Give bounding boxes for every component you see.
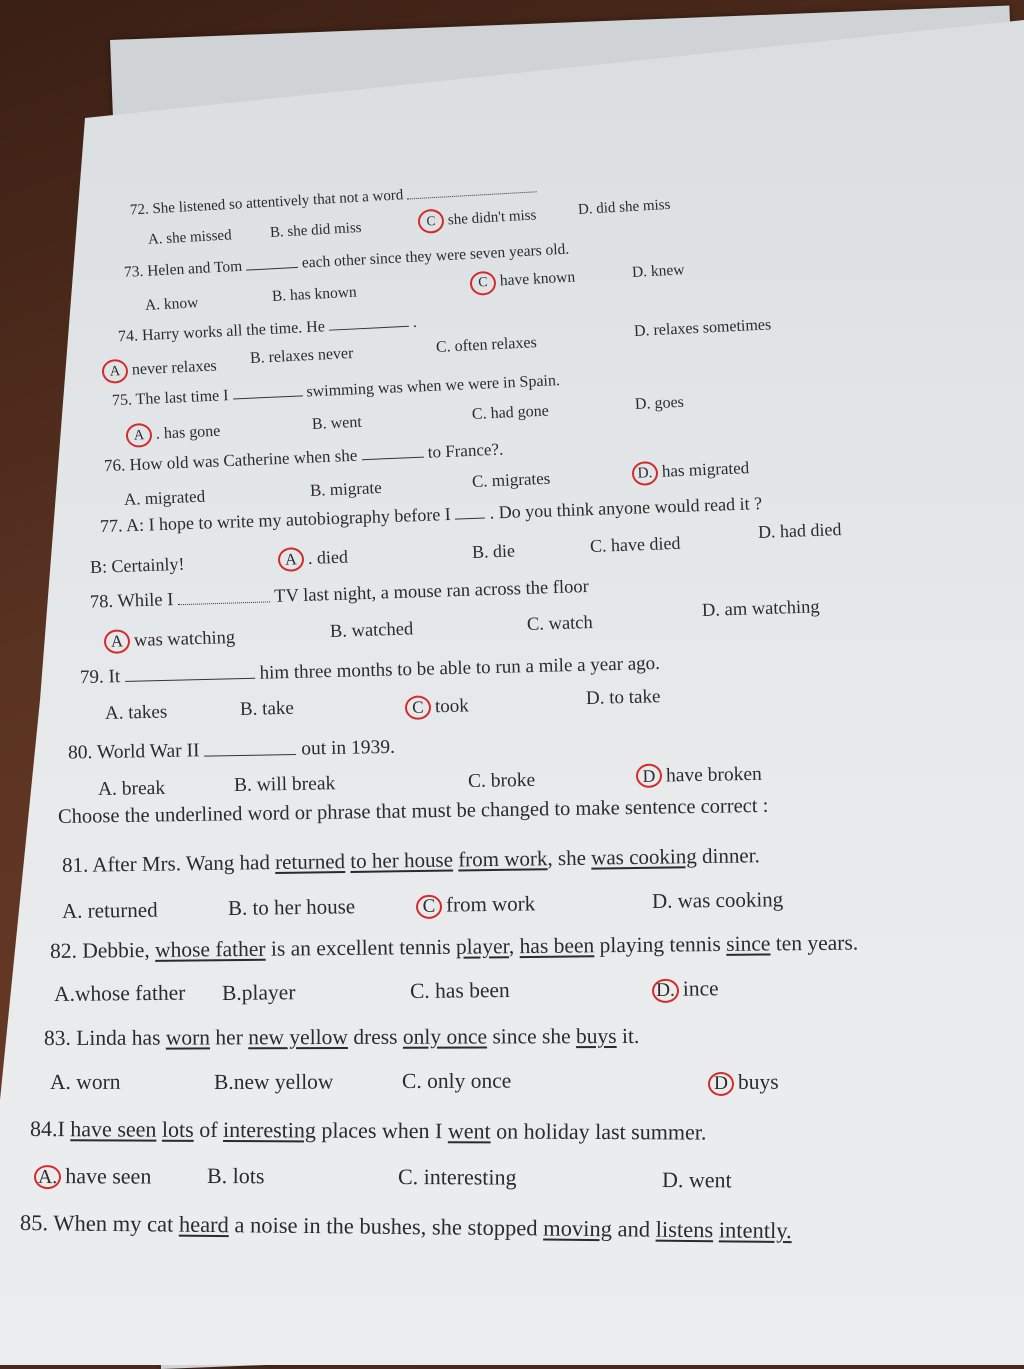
q74-option-label: D. relaxes sometimes xyxy=(633,316,772,340)
q83-underlined-phrase: worn xyxy=(165,1025,211,1050)
q80-option-label: A. break xyxy=(97,777,166,800)
q78-answer-circle: A xyxy=(104,629,131,654)
q85-underlined-phrase: listens xyxy=(655,1216,714,1243)
q84-text: places when I xyxy=(315,1117,448,1144)
q72-text: 72. She listened so attentively that not a word xyxy=(129,187,408,219)
q77-answer-circle: A xyxy=(278,547,305,572)
q83-sentence xyxy=(44,1024,639,1051)
q84-option-label: B. lots xyxy=(206,1163,265,1189)
q80-option-2[interactable] xyxy=(468,770,536,793)
q78-option-label: D. am watching xyxy=(701,597,820,621)
q76-answer-circle: D. xyxy=(631,461,658,486)
q75-option-1[interactable] xyxy=(312,414,363,434)
q74-option-label: never relaxes xyxy=(131,357,218,379)
q82-text: , xyxy=(508,934,520,959)
q82-option-3[interactable] xyxy=(652,976,719,1003)
q84-option-label: have seen xyxy=(65,1163,152,1189)
q82-underlined-phrase: has been xyxy=(519,933,595,959)
q77-text-after: . Do you think anyone would read it ? xyxy=(484,493,763,523)
q82-option-label: ince xyxy=(682,976,719,1001)
q75-text-after: swimming was when we were in Spain. xyxy=(302,372,561,401)
q81-option-label: A. returned xyxy=(61,897,158,923)
q80-option-label: B. will break xyxy=(233,773,336,796)
q75-answer-circle: A xyxy=(125,423,152,448)
q74-stem xyxy=(118,311,418,346)
q76-option-2[interactable] xyxy=(472,469,551,492)
q78-option-label: B. watched xyxy=(329,619,414,642)
q84-underlined-phrase: have seen xyxy=(70,1116,157,1142)
q83-text: her xyxy=(209,1025,249,1050)
q73-option-0[interactable] xyxy=(145,294,199,315)
q80-stem xyxy=(68,734,395,764)
q79-option-1[interactable] xyxy=(240,698,294,721)
q76-option-label: B. migrate xyxy=(309,478,383,500)
q79-option-label: B. take xyxy=(239,697,295,720)
q78-blank xyxy=(178,584,271,605)
q75-option-3[interactable] xyxy=(635,394,685,414)
q73-option-1[interactable] xyxy=(272,284,358,306)
q75-option-label: D. goes xyxy=(634,393,685,413)
q73-text: 73. Helen and Tom xyxy=(123,257,247,281)
q76-text-after: to France?. xyxy=(423,439,504,462)
q75-option-label: B. went xyxy=(311,413,363,433)
q80-text-after: out in 1939. xyxy=(296,736,396,760)
q84-text: on holiday last summer. xyxy=(490,1118,707,1145)
q72-option-2[interactable] xyxy=(417,203,537,234)
q83-underlined-phrase: only once xyxy=(402,1024,488,1049)
q80-option-label: C. broke xyxy=(467,769,536,792)
q74-option-1[interactable] xyxy=(250,345,354,368)
q85-underlined-phrase: intently. xyxy=(718,1217,792,1244)
q81-option-0[interactable] xyxy=(62,898,158,924)
q85-underlined-phrase: moving xyxy=(543,1215,613,1242)
q74-option-label: B. relaxes never xyxy=(249,344,354,367)
q83-text: it. xyxy=(616,1023,640,1049)
q80-option-1[interactable] xyxy=(234,773,336,797)
q75-option-label: . has gone xyxy=(155,422,221,443)
q84-underlined-phrase: interesting xyxy=(223,1117,317,1143)
q77-option-label: B. die xyxy=(471,540,516,562)
q72-blank xyxy=(406,177,537,199)
q83-answer-circle: D xyxy=(708,1072,734,1096)
q75-blank xyxy=(232,381,303,400)
q84-text: 84.I xyxy=(29,1116,71,1142)
q76-text: 76. How old was Catherine when she xyxy=(103,445,362,476)
q75-option-0[interactable] xyxy=(125,420,220,448)
q81-text: 81. After Mrs. Wang had xyxy=(61,850,276,877)
q77-option-label: D. had died xyxy=(757,519,842,542)
q82-option-label: A.whose father xyxy=(53,980,186,1006)
q78-option-1[interactable] xyxy=(330,619,414,643)
q74-option-3[interactable] xyxy=(634,316,772,341)
q81-underlined-phrase: from work xyxy=(458,846,548,872)
q73-option-3[interactable] xyxy=(632,261,685,282)
q82-underlined-phrase: player xyxy=(455,934,509,959)
q77-option-4[interactable] xyxy=(758,519,842,543)
q85-underlined-phrase: heard xyxy=(178,1211,230,1238)
q76-option-label: A. migrated xyxy=(123,486,206,509)
q84-option-2[interactable] xyxy=(398,1164,517,1191)
q81-underlined-phrase: returned xyxy=(274,849,346,875)
q85-text: and xyxy=(611,1216,656,1242)
q79-stem xyxy=(80,651,660,689)
q79-option-0[interactable] xyxy=(105,701,168,725)
q80-blank xyxy=(204,736,296,756)
q84-option-label: D. went xyxy=(661,1167,732,1193)
q77-option-1[interactable] xyxy=(278,546,349,572)
q82-text: playing tennis xyxy=(594,931,727,958)
q83-underlined-phrase: buys xyxy=(575,1024,617,1049)
q77-option-label: . died xyxy=(307,546,349,568)
q84-option-1[interactable] xyxy=(207,1163,265,1189)
q81-text: dinner. xyxy=(696,843,760,869)
q74-option-label: C. often relaxes xyxy=(435,334,538,356)
q72-option-label: D. did she miss xyxy=(577,196,671,218)
q72-option-1[interactable] xyxy=(270,220,362,242)
q81-option-label: from work xyxy=(445,891,536,917)
q83-option-1[interactable] xyxy=(214,1070,334,1095)
q77-blank xyxy=(455,502,486,520)
q84-answer-circle: A. xyxy=(34,1165,61,1189)
q84-underlined-phrase: went xyxy=(447,1118,491,1144)
q85-text: 85. When my cat xyxy=(19,1210,180,1237)
q82-answer-circle: D. xyxy=(652,979,679,1003)
q72-option-label: A. she missed xyxy=(147,227,233,248)
q81-underlined-phrase: to her house xyxy=(350,847,454,873)
q78-option-2[interactable] xyxy=(527,613,593,636)
q77-text: 77. A: I hope to write my autobiography before I xyxy=(99,503,456,537)
q82-sentence xyxy=(50,931,858,964)
q83-option-label: A. worn xyxy=(49,1069,121,1094)
q73-option-label: have known xyxy=(499,268,576,290)
q81-option-2[interactable] xyxy=(416,891,536,919)
q85-text: a noise in the bushes, she stopped xyxy=(228,1212,544,1241)
q84-text: of xyxy=(193,1116,224,1143)
q80-text: 80. World War II xyxy=(67,740,205,764)
q79-option-label: A. takes xyxy=(104,701,168,724)
q77-option-label: B: Certainly! xyxy=(89,553,185,577)
q82-text: ten years. xyxy=(770,930,859,956)
q73-answer-circle: C xyxy=(469,271,496,296)
q83-option-3[interactable] xyxy=(708,1070,779,1096)
q83-option-label: C. only once xyxy=(401,1068,512,1093)
q78-text: 78. While I xyxy=(89,589,179,613)
q79-option-label: D. to take xyxy=(585,686,661,709)
q82-option-2[interactable] xyxy=(410,978,510,1004)
q76-blank xyxy=(361,442,424,461)
q80-answer-circle: D xyxy=(636,764,662,788)
q79-option-3[interactable] xyxy=(586,686,661,710)
q74-option-2[interactable] xyxy=(436,334,538,357)
q72-option-label: B. she did miss xyxy=(269,219,362,241)
q75-option-2[interactable] xyxy=(472,403,550,424)
q77-option-label: C. have died xyxy=(589,532,681,556)
q79-answer-circle: C xyxy=(405,695,432,720)
q78-option-label: was watching xyxy=(133,627,236,652)
q77-option-3[interactable] xyxy=(590,533,681,557)
q81-answer-circle: C xyxy=(416,895,442,919)
q79-option-2[interactable] xyxy=(405,694,469,720)
q81-text: , she xyxy=(547,845,592,871)
q82-option-1[interactable] xyxy=(222,980,296,1006)
q81-sentence xyxy=(62,843,760,878)
q76-option-0[interactable] xyxy=(124,487,206,510)
q72-answer-circle: C xyxy=(417,209,444,234)
q83-option-label: B.new yellow xyxy=(213,1069,334,1094)
q83-option-label: buys xyxy=(737,1069,779,1094)
q73-option-2[interactable] xyxy=(469,267,575,296)
q81-option-1[interactable] xyxy=(228,894,355,921)
q73-option-label: A. know xyxy=(144,294,199,314)
q79-option-label: took xyxy=(434,695,470,718)
q81-underlined-phrase: was cooking xyxy=(591,844,697,870)
q80-option-0[interactable] xyxy=(98,778,166,801)
q82-text: is an excellent tennis xyxy=(265,934,457,961)
q73-blank xyxy=(245,253,298,271)
q83-text: dress xyxy=(347,1024,403,1049)
instruction: Choose the underlined word or phrase that must be changed to make sentence correct : xyxy=(57,794,769,828)
q72-option-0[interactable] xyxy=(148,227,233,249)
q81-option-label: B. to her house xyxy=(227,894,356,920)
q85-sentence xyxy=(20,1210,792,1244)
q79-blank xyxy=(125,661,255,682)
q74-option-0[interactable] xyxy=(101,354,217,384)
q77-option-0[interactable] xyxy=(90,554,185,578)
q82-underlined-phrase: since xyxy=(726,931,771,956)
q75-option-label: C. had gone xyxy=(471,402,550,423)
q83-option-2[interactable] xyxy=(402,1069,511,1094)
q80-option-label: have broken xyxy=(665,763,763,787)
q82-option-label: B.player xyxy=(221,980,296,1005)
q81-option-3[interactable] xyxy=(652,887,784,914)
q74-text: 74. Harry works all the time. He xyxy=(117,318,330,346)
q74-text-after: . xyxy=(408,313,418,332)
q72-option-3[interactable] xyxy=(578,197,671,219)
q74-answer-circle: A xyxy=(101,359,128,384)
q84-underlined-phrase: lots xyxy=(161,1116,194,1142)
q81-option-label: D. was cooking xyxy=(651,887,784,913)
q76-option-1[interactable] xyxy=(310,478,383,501)
q73-option-label: B. has known xyxy=(271,283,358,305)
q83-text: 83. Linda has xyxy=(43,1025,166,1050)
q82-option-0[interactable] xyxy=(54,981,186,1007)
q82-underlined-phrase: whose father xyxy=(154,936,266,962)
q76-option-3[interactable] xyxy=(631,457,749,486)
q79-text-after: him three months to be able to run a mile a year ago. xyxy=(254,652,661,684)
q75-text: 75. The last time I xyxy=(111,386,233,410)
q84-option-label: C. interesting xyxy=(397,1164,517,1190)
q72-option-label: she didn't miss xyxy=(447,207,537,229)
q78-stem xyxy=(90,574,589,613)
q76-option-label: C. migrates xyxy=(471,468,551,491)
q78-option-label: C. watch xyxy=(526,612,594,635)
q78-text-after: TV last night, a mouse ran across the floor xyxy=(269,576,590,607)
q82-option-label: C. has been xyxy=(409,977,510,1003)
q77-option-2[interactable] xyxy=(472,541,516,563)
q84-sentence xyxy=(30,1116,707,1146)
q78-option-0[interactable] xyxy=(104,626,236,654)
q82-text: 82. Debbie, xyxy=(49,937,156,963)
q79-text: 79. It xyxy=(79,666,126,689)
q83-text: since she xyxy=(487,1024,577,1049)
q78-option-3[interactable] xyxy=(702,597,820,622)
q83-option-0[interactable] xyxy=(50,1070,121,1095)
q73-text-after: each other since they were seven years old. xyxy=(297,240,570,272)
q83-underlined-phrase: new yellow xyxy=(248,1024,348,1050)
q73-option-label: D. knew xyxy=(631,261,685,281)
q74-blank xyxy=(328,312,409,331)
q80-option-3[interactable] xyxy=(636,762,762,788)
q76-option-label: has migrated xyxy=(661,458,750,481)
q84-option-0[interactable] xyxy=(34,1163,151,1190)
q84-option-3[interactable] xyxy=(662,1167,732,1193)
